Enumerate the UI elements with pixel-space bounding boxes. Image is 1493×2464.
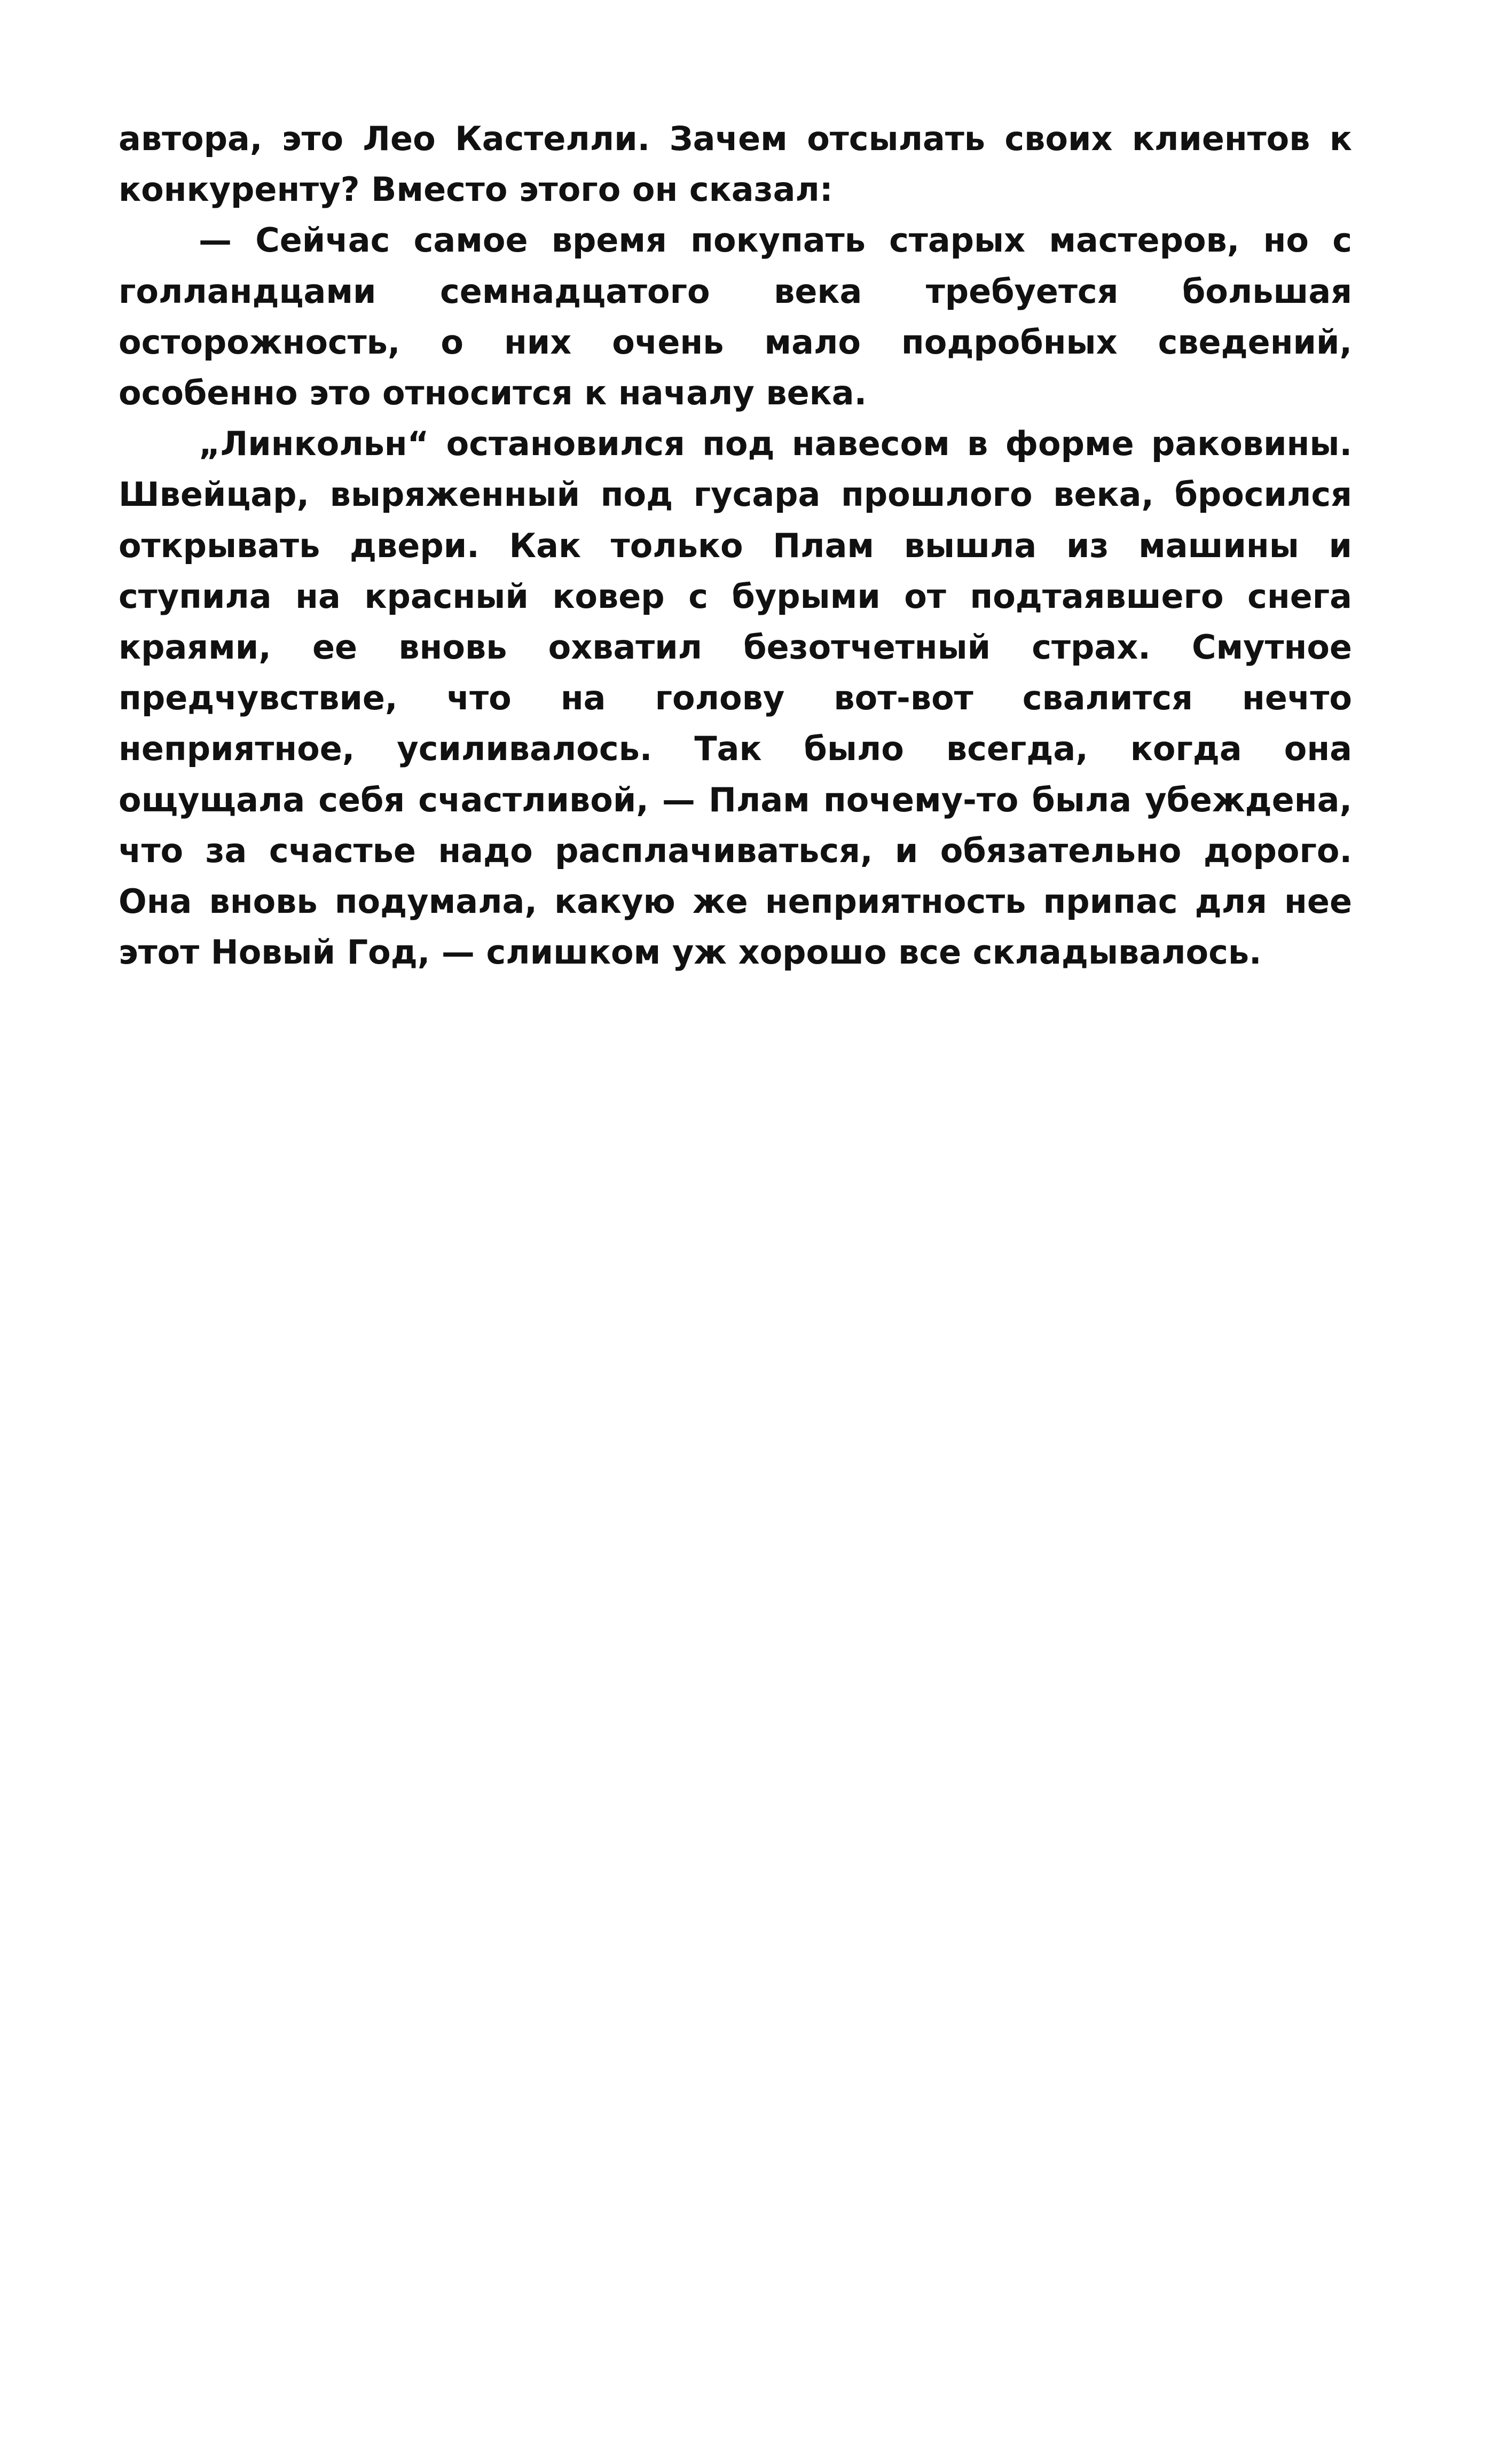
paragraph-continuation: автора, это Лео Кастелли. Зачем отсылать своих клиентов к конкуренту? Вместо этого он сказал: [119,119,1352,209]
paragraph-narrative: „Линкольн“ остановился под навесом в форме раковины. Швейцар, выряженный под гусара прошлого века, бросился открывать двери. Как только Плам вышла из машины и ступила на красный ковер с бурыми от подтаявшего снега краями, ее вновь охватил безотчетный страх. Смутное предчувствие, что на голову вот-вот свалится нечто неприятное, усиливалось. Так было всегда, когда она ощущала себя счастливой, — Плам почему-то была убеждена, что за счастье надо расплачиваться, и обязательно дорого. Она вновь подумала, какую же неприятность припас для нее этот Новый Год, — слишком уж хорошо все складывалось. [119,424,1352,972]
body-text [119,113,1352,977]
paragraph-dialogue: — Сейчас самое время покупать старых мастеров, но с голландцами семнадцатого века требуется большая осторожность, о них очень мало подробных сведений, особенно это относится к началу века. [119,221,1352,413]
